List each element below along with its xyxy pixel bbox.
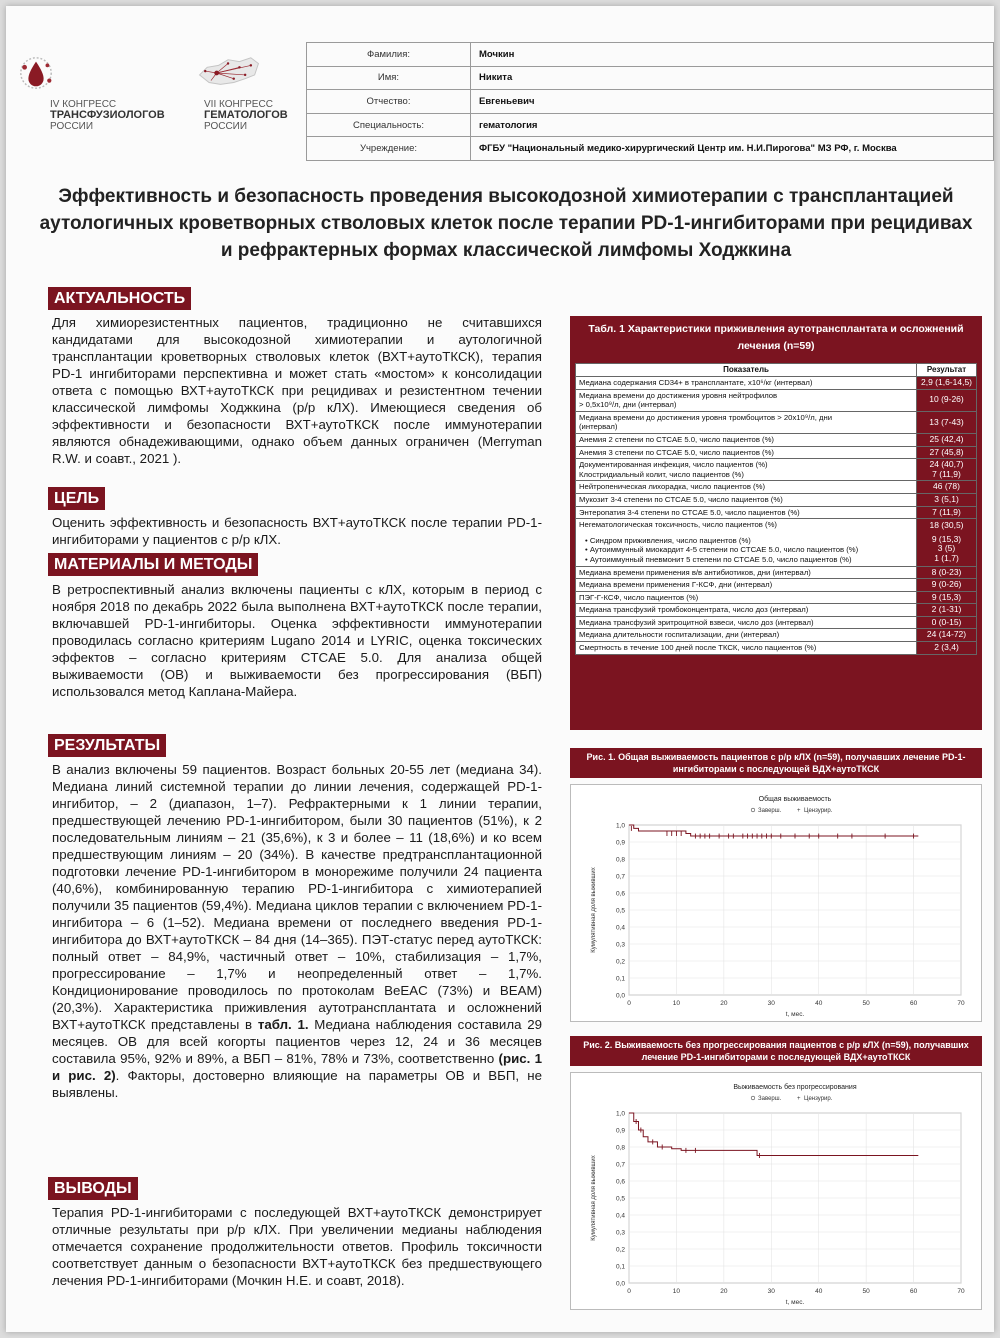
legend-label-completed: Заверш. [758,808,782,814]
participant-key: Учреждение: [307,137,471,161]
x-tick-label: 60 [909,1000,918,1007]
table1-indicator-cell [576,642,917,655]
results-text-a: В анализ включены 59 пациентов. Возраст больных 20-55 лет (медиана 34). Медиана линий системной терапии до линии лечения, содержащей PD-1-ингибитор, – 2 (диапазон, 1–7). Рефрактерными к 1 линии терапии, предшествующей лечению PD-1-ингибитором, были 30 пациентов (51%), к 2 последовательным линиям – 21 (35,6%), к 3 и более – 11 (18,6%) и ко всем предшествующим линиям – 20 (34%). В качестве предтрансплантационной подготовки лечение PD-1-ингибитором в монорежиме получили 24 пациента (40,6%), комбинированную терапию PD-1-ингибитора с химиотерапией получили 35 пациентов (59,4%). Медиана циклов терапии с включением PD-1-ингибитора – 6 (1–52). Медиана времени от последнего введения PD-1-ингибитора до ВХТ+аутоТКСК – 84 дня (14–365). ПЭТ-статус перед аутоТКСК: полный ответ – 84,9%, частичный ответ – 10%, стабилизация – 1,7%, прогрессирование – 1,7% и неопределенный ответ – 1,7%. Кондиционирование проводилось по протоколам BeEAC (73%) и BEAM) (20,3%). Характеристика приживления аутотрансплантата и осложнений ВХТ+аутоТКСК представлены в [52,762,542,1032]
logo2-line2: ГЕМАТОЛОГОВ [204,109,288,121]
participant-key: Имя: [307,66,471,90]
table1-indicator-cell [576,493,917,506]
table1-col-indicator: Показатель [576,364,917,377]
section-heading-relevance: АКТУАЛЬНОСТЬ [48,287,191,310]
table1-row [576,433,977,446]
table1-result-cell [917,389,977,411]
y-tick-label: 0,5 [615,1195,625,1203]
table1-sub-indicator: • Синдром приживления, число пациентов (%) [585,535,751,545]
table1-col-result: Результат [917,364,977,377]
x-tick-label: 50 [862,1000,870,1007]
y-tick-label: 0,8 [615,1144,625,1152]
participant-key: Фамилия: [307,43,471,67]
table1-result: 8 (0-23) [931,566,962,577]
congress-transfusiologists-logo [14,54,174,132]
table1-row [576,506,977,519]
legend-marker-censored: + [797,808,801,814]
table1-indicator-cell [576,616,917,629]
y-tick-label: 0,2 [615,958,625,966]
y-tick-label: 0,1 [615,975,625,983]
legend-label-censored: Цензурир. [804,808,833,814]
participant-row-name [307,66,994,90]
table1-result: 18 (30,5) [929,520,964,531]
chart-title: Выживаемость без прогрессирования [733,1084,857,1091]
table1-result-cell [917,604,977,617]
section-heading-results: РЕЗУЛЬТАТЫ [48,734,166,757]
x-tick-label: 70 [957,1000,965,1007]
y-tick-label: 0,3 [615,941,625,949]
table1-indicator-cell [576,433,917,446]
logo2-line1: VII КОНГРЕСС [204,99,273,110]
table1-result-cell [917,642,977,655]
participant-key: Специальность: [307,113,471,137]
participant-row-specialty [307,113,994,137]
table1-result: 24 (14-72) [926,629,967,640]
participant-key: Отчество: [307,90,471,114]
table1-row [576,642,977,655]
table1-header-row [576,364,977,377]
conclusions-text: Терапия PD-1-ингибиторами с последующей ВХТ+аутоТКСК демонстрирует отличные результаты при р/р кЛХ. При увеличении медианы наблюдения отмечается сохранение продолжительности ответов. Профиль токсичности соответствует данным о безопасности ВХТ+аутоТКСК без предшествующего лечения PD-1-ингибиторами (Мочкин Н.Е. и соавт, 2018). [52,1205,542,1288]
table1-result: 9 (15,3) [931,591,962,602]
table1-result: 7 (11,9) [932,506,961,517]
table1-result: 0 (0-15) [931,616,962,627]
figure1-body [570,784,982,1022]
table1-result-cell [917,591,977,604]
x-axis-label: t, мес. [785,1011,805,1018]
x-tick-label: 40 [815,1288,823,1295]
table1-indicator: Медиана времени применения в/в антибиотиков, дни (интервал) [579,567,811,577]
y-tick-label: 0,5 [615,907,625,915]
table1-row [576,389,977,411]
table1-indicator-cell [576,506,917,519]
chart-legend [751,808,833,814]
y-tick-label: 0,8 [615,856,625,864]
y-tick-label: 1,0 [615,1110,625,1118]
x-tick-label: 50 [862,1288,870,1295]
table1-row [576,629,977,642]
table1-result-cell [917,493,977,506]
legend-label-censored: Цензурир. [804,1096,833,1102]
figure1-caption: Рис. 1. Общая выживаемость пациентов с р/р кЛХ (n=59), получавших лечение PD-1-ингибиторами с последующей ВДХ+аутоТКСК [570,748,982,778]
section-heading-conclusions: ВЫВОДЫ [48,1177,138,1200]
table1-row [576,604,977,617]
x-tick-label: 20 [720,1288,728,1295]
y-tick-label: 0,7 [615,873,625,881]
table1-indicator-cell [576,591,917,604]
table1-result-cell [917,433,977,446]
table1-result-cell [917,446,977,459]
table1-row [576,377,977,390]
russia-map-network-icon [194,54,264,92]
y-tick-label: 0,2 [615,1246,625,1254]
table1-indicator-cell [576,481,917,494]
table1-row [576,411,977,433]
table1-indicator: Медиана времени применения Г-КСФ, дни (интервал) [579,580,773,590]
table1-result: 27 (45,8) [929,446,964,457]
figure2-caption: Рис. 2. Выживаемость без прогрессирования пациентов с р/р кЛХ (n=59), получавших лечение PD-1-ингибиторами с последующей ВДХ+аутоТКСК [570,1036,982,1066]
table1-indicator: Документированная инфекция, число пациентов (%) Клостридиальный колит, число пациентов (%) [579,460,768,479]
participant-value: гематология [471,113,994,137]
figure1 [570,748,982,1022]
section-heading-methods: МАТЕРИАЛЫ И МЕТОДЫ [48,553,258,576]
table1-result: 2 (3,4) [934,642,959,653]
table1-indicator-cell [576,579,917,592]
y-tick-label: 0,3 [615,1229,625,1237]
results-text-e: . Факторы, достоверно влияющие на параметры ОВ и ВБП, не выявлены. [52,1068,543,1100]
logo1-line3: РОССИИ [50,121,94,132]
chart-legend [751,1096,833,1102]
table1-result: 24 (40,7) 7 (11,9) [929,459,964,479]
relevance-text: Для химиорезистентных пациентов, традиционно не считавшихся кандидатами для высокодозной химиотерапии и аутологичной трансплантации кроветворных стволовых клеток (ВХТ+аутоТКСК), терапия PD-1 ингибиторами перспективна и может стать «мостом» к консолидации ответа с помощью ВХТ+аутоТКСК при рецидивах и резистентном течении классической лимфомы Ходжкина (р/р кЛХ). Имеющиеся сведения об эффективности и безопасности ВХТ+аутоТКСК после иммунотерапии являются обнадеживающими, однако объем данных ограничен (Merryman R.W. и соавт., 2021 ). [52,315,542,466]
x-tick-label: 10 [672,1000,681,1007]
logo1-line2: ТРАНСФУЗИОЛОГОВ [50,109,165,121]
table1-row [576,591,977,604]
table1-result: 2,9 (1,6-14,5) [920,377,973,387]
table1-indicator-cell [576,604,917,617]
x-tick-label: 30 [767,1288,775,1295]
table1 [575,363,977,655]
methods-text: В ретроспективный анализ включены пациенты с кЛХ, которым в период с ноября 2018 по декабрь 2022 была выполнена ВХТ+аутоТКСК после терапии, включавшей PD-1-ингибиторы. Оценка эффективности иммунотерапии проводилась согласно критериям Lugano 2014 и LYRIC, оценка токсических эффектов – согласно критериям CTCAE 5.0. Для анализа общей выживаемости (ОВ) и выживаемости без прогрессирования (ВБП) использовался метод Каплана-Майера. [52,582,542,699]
blood-drop-logo-icon [14,54,58,92]
y-tick-label: 0,0 [615,1280,625,1288]
table1-indicator: Медиана трансфузий тромбоконцентрата, число доз (интервал) [579,605,809,615]
chart-title: Общая выживаемость [758,796,832,803]
results-text-table-ref: табл. 1. [257,1017,309,1032]
logo2-line3: РОССИИ [204,121,248,132]
figure2 [570,1036,982,1310]
x-tick-label: 0 [627,1000,631,1007]
participant-value: ФГБУ "Национальный медико-хирургический Центр им. Н.И.Пирогова" МЗ РФ, г. Москва [471,137,994,161]
x-tick-label: 30 [767,1000,775,1007]
table1-indicator: Медиана времени до достижения уровня нейтрофилов > 0,5х10⁹/л, дни (интервал) [579,390,778,410]
y-tick-label: 0,9 [615,1127,625,1135]
table1-indicator-cell [576,389,917,411]
table1-panel [570,316,982,730]
y-tick-label: 0,0 [615,992,625,1000]
legend-marker-censored: + [797,1096,801,1102]
table1-result-cell [917,519,977,566]
table1-indicator: Смертность в течение 100 дней после ТКСК, число пациентов (%) [579,643,817,653]
pfs-km-chart [571,1073,981,1309]
table1-indicator: Нейтропеническая лихорадка, число пациентов (%) [579,482,765,492]
figure2-body [570,1072,982,1310]
table1-result-cell [917,377,977,390]
poster-title: Эффективность и безопасность проведения высокодозной химиотерапии с трансплантацией аутологичных кроветворных стволовых клеток после терапии PD-1-ингибиторами при рецидивах и рефрактерных формах классической лимфомы Ходжкина [39,186,973,261]
y-tick-label: 0,6 [615,890,625,898]
x-tick-label: 40 [815,1000,823,1007]
table1-result-cell [917,506,977,519]
table1-row [576,481,977,494]
y-axis-label: Кумулятивная доля выживших [591,867,597,953]
participant-row-institution [307,137,994,161]
table1-indicator: Негематологическая токсичность, число пациентов (%) [579,520,777,530]
participant-row-surname [307,43,994,67]
table1-result-cell [917,566,977,579]
table1-indicator-cell [576,377,917,390]
legend-marker-completed [751,808,755,812]
table1-indicator: Анемия 2 степени по CTCAE 5.0, число пациентов (%) [579,434,774,444]
table1-result-cell [917,579,977,592]
table1-indicator: Медиана трансфузий эритроцитной взвеси, число доз (интервал) [579,617,814,627]
table1-indicator-cell [576,446,917,459]
table1-indicator: Медиана содержания CD34+ в трансплантате, х10⁶/кг (интервал) [579,378,813,387]
participant-value: Евгеньевич [471,90,994,114]
table1-sub-indicator: • Аутоиммунный пневмонит 5 степени по CTCAE 5.0, число пациентов (%) [585,554,852,564]
table1-result-cell [917,616,977,629]
congress-hematologists-logo [194,54,324,132]
table1-indicator: ПЭГ-Г-КСФ, число пациентов (%) [579,592,699,602]
section-heading-goal: ЦЕЛЬ [48,487,105,510]
x-tick-label: 20 [720,1000,728,1007]
table1-result-cell [917,481,977,494]
table1-sub-indicator: • Аутоиммунный миокардит 4-5 степени по CTCAE 5.0, число пациентов (%) [585,545,859,555]
table1-indicator-cell [576,629,917,642]
table1-row [576,446,977,459]
participant-value: Никита [471,66,994,90]
x-tick-label: 70 [957,1288,965,1295]
y-tick-label: 0,9 [615,839,625,847]
table1-row [576,493,977,506]
table1-inner [575,363,977,655]
table1-result-cell [917,411,977,433]
table1-result: 25 (42,4) [929,433,964,444]
y-tick-label: 1,0 [615,822,625,830]
table1-indicator-cell [576,519,917,566]
table1-result: 13 (7-43) [929,416,964,427]
table1-result: 9 (0-26) [931,579,962,590]
poster [6,6,994,1332]
table1-result: 46 (78) [933,481,960,492]
table1-row [576,579,977,592]
participant-value: Мочкин [471,43,994,67]
table1-row [576,519,977,566]
y-tick-label: 0,6 [615,1178,625,1186]
participant-info-table [306,42,994,161]
x-tick-label: 0 [627,1288,631,1295]
y-tick-label: 0,4 [615,924,625,932]
table1-indicator: Медиана времени до достижения уровня тромбоцитов > 20х10⁹/л, дни (интервал) [579,412,833,432]
results-text-c: Медиана наблюдения составила 29 месяцев. ОВ для всей когорты пациентов через 12, 24 и 36 месяцев составила 95%, 92% и 89%, а ВБП – 81%, 78% и 73%, соответственно [52,1017,543,1066]
y-tick-label: 0,7 [615,1161,625,1169]
y-axis-label: Кумулятивная доля выживших [591,1155,597,1241]
x-tick-label: 60 [909,1288,918,1295]
y-tick-label: 0,4 [615,1212,625,1220]
table1-indicator-cell [576,566,917,579]
x-tick-label: 10 [672,1288,681,1295]
table1-result: 3 (5,1) [934,493,959,504]
os-km-chart [571,785,981,1021]
goal-text: Оценить эффективность и безопасность ВХТ+аутоТКСК после терапии PD-1-ингибиторами у пациентов с р/р кЛХ. [52,515,542,547]
logo1-line1: IV КОНГРЕСС [50,99,117,110]
table1-indicator-cell [576,459,917,481]
table1-indicator-cell [576,411,917,433]
table1-sub-results: 9 (15,3) 3 (5) 1 (1,7) [931,533,962,563]
table1-indicator: Мукозит 3-4 степени по CTCAE 5.0, число пациентов (%) [579,494,783,504]
table1-result-cell [917,629,977,642]
legend-label-completed: Заверш. [758,1096,782,1102]
legend-marker-completed [751,1096,755,1100]
x-axis-label: t, мес. [785,1299,805,1306]
table1-indicator: Медиана длительности госпитализации, дни (интервал) [579,630,780,640]
table1-row [576,459,977,481]
results-text-figure-ref: (рис. 1 и рис. 2) [52,1051,542,1083]
table1-row [576,616,977,629]
table1-result: 2 (1-31) [931,604,962,615]
table1-result: 10 (9-26) [929,394,964,405]
table1-caption: Табл. 1 Характеристики приживления аутотрансплантата и осложнений лечения (n=59) [588,323,964,352]
table1-indicator: Анемия 3 степени по CTCAE 5.0, число пациентов (%) [579,447,774,457]
participant-row-patronymic [307,90,994,114]
table1-row [576,566,977,579]
table1-result-cell [917,459,977,481]
table1-indicator: Энтеропатия 3-4 степени по CTCAE 5.0, число пациентов (%) [579,507,800,517]
results-text [52,761,542,1101]
y-tick-label: 0,1 [615,1263,625,1271]
